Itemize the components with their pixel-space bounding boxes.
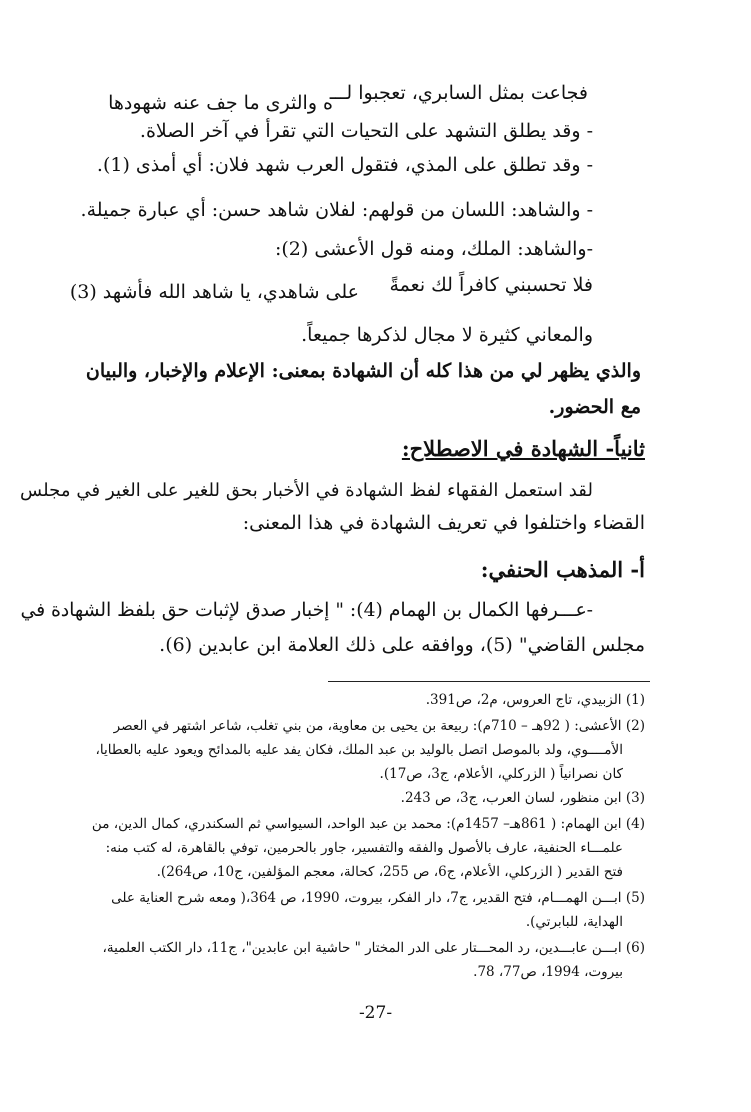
text-line-malak: -والشاهد: الملك، ومنه قول الأعشى (2): [274,238,593,260]
footnote-4-line-1: (4) ابن الهمام: ( 861هـ– 1457م): محمد بن عبد الواحد، السيواسي ثم السكندري، كمال الدين، من [91,816,645,832]
footnote-3: (3) ابن منظور، لسان العرب، ج3، ص 243. [400,790,645,806]
text-line-madhy: - وقد تطلق على المذي، فتقول العرب شهد فلان: أي أمذى (1). [96,154,593,176]
text-line-lisan: - والشاهد: اللسان من قولهم: لفلان شاهد حسن: أي عبارة جميلة. [80,199,593,221]
text-line-tashahhud: - وقد يطلق التشهد على التحيات التي تقرأ في آخر الصلاة. [139,120,593,142]
text-line-definition: -عـــرفها الكمال بن الهمام (4): " إخبار صدق لإثبات حق بلفظ الشهادة في [20,600,593,621]
footnote-separator [328,681,650,682]
footnote-2-line-2: الأمــــوي، ولد بالموصل اتصل بالوليد بن عبد الملك، فكان يفد عليه بالمدائح ويعود عليه بالعطايا، [95,742,623,758]
footnote-6-line-2: بيروت، 1994، ص77، 78. [473,964,623,980]
footnote-4-line-2: علمـــاء الحنفية، عارف بالأصول والفقه والتفسير، جاور بالحرمين، توفي بالقاهرة، له كتب منه: [105,840,623,856]
poem1-second-hemistich: ه والثرى ما جف عنه شهودها [108,92,333,114]
text-line-definition-end: مجلس القاضي" (5)، ووافقه على ذلك العلامة ابن عابدين (6). [159,634,645,656]
poem1-first-hemistich: فجاعت بمثل السابري، تعجبوا لـــ [329,82,588,104]
section-heading-terminology: ثانياً- الشهادة في الاصطلاح: [401,436,645,461]
text-line-jurists: لقد استعمل الفقهاء لفظ الشهادة في الأخبار بحق للغير على الغير في مجلس [19,480,593,501]
text-line-meanings: والمعاني كثيرة لا مجال لذكرها جميعاً. [301,324,593,346]
footnote-5-line-1: (5) ابـــن الهمـــام، فتح القدير، ج7، دار الفكر، بيروت، 1990، ص 364،( ومعه شرح العناية على [111,890,645,906]
footnote-2-line-1: (2) الأعشى: ( 92هـ – 710م): ربيعة بن يحيى بن معاوية، من بني تغلب، شاعر اشتهر في العصر [113,718,645,734]
text-line-jurists-end: القضاء واختلفوا في تعريف الشهادة في هذا المعنى: [242,512,645,534]
poem2-second-hemistich: على شاهدي، يا شاهد الله فأشهد (3) [69,281,359,303]
footnote-4-line-3: فتح القدير ( الزركلي، الأعلام، ج6، ص 255، كحالة، معجم المؤلفين، ج10، ص264). [156,864,623,880]
poem2-first-hemistich: فلا تحسبني كافراً لك نعمةً [389,274,593,296]
text-line-conclusion-end: مع الحضور. [548,396,641,418]
text-line-conclusion: والذي يظهر لي من هذا كله أن الشهادة بمعنى: الإعلام والإخبار، والبيان [85,360,641,382]
footnote-1: (1) الزبيدي، تاج العروس، م2، ص391. [425,692,645,708]
page-number: -27- [358,1003,393,1023]
subheading-hanafi: أ- المذهب الحنفي: [480,557,645,582]
footnote-2-line-3: كان نصرانياً ( الزركلي، الأعلام، ج3، ص17). [379,766,623,782]
footnote-5-line-2: الهداية، للبابرتي). [525,914,623,930]
footnote-6-line-1: (6) ابـــن عابـــدين، رد المحـــتار على الدر المختار " حاشية ابن عابدين"، ج11، دار الكتب العلمية، [102,940,645,956]
